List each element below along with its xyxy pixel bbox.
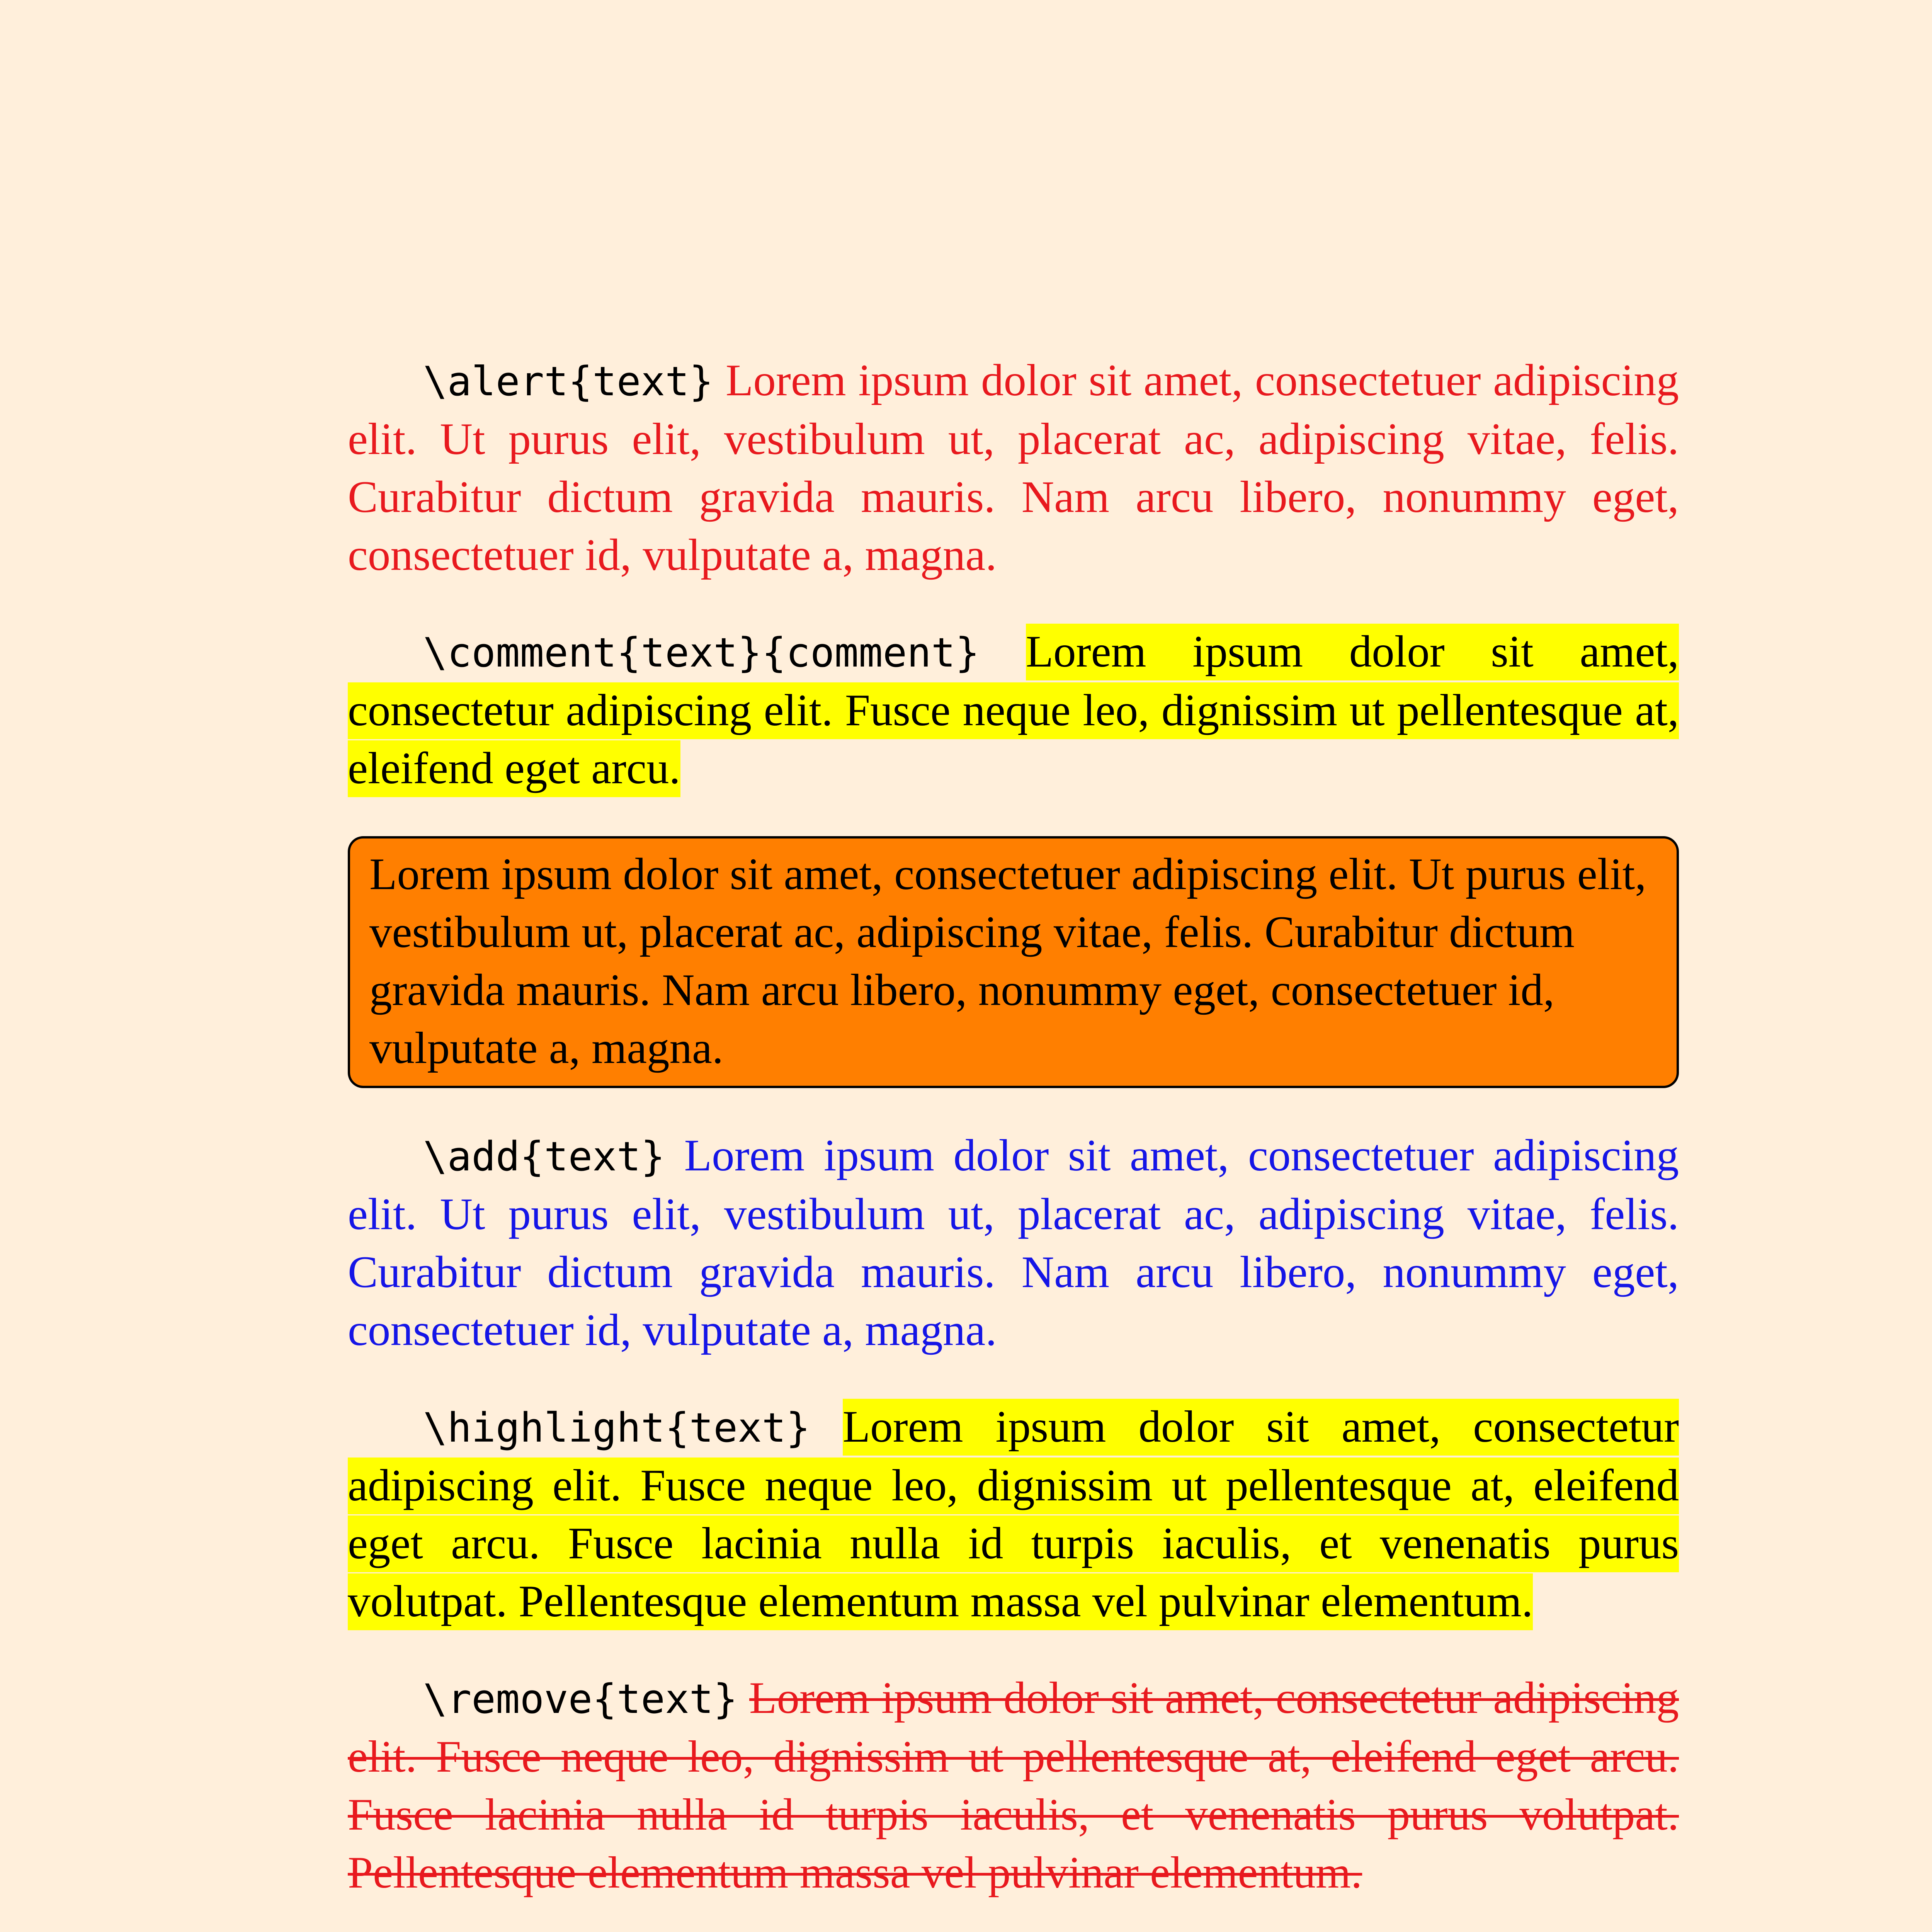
add-command: \add{text} (423, 1133, 665, 1180)
document-page (348, 352, 1679, 1932)
comment-box: Lorem ipsum dolor sit amet, consectetuer adipiscing elit. Ut purus elit, vestibulum ut, placerat ac, adipiscing vitae, felis. Curabitur dictum gravida mauris. Nam arcu libero, nonummy eget, consectetuer id, vulputate a, magna. (348, 836, 1679, 1088)
alert-text: Lorem ipsum dolor sit amet, consectetuer adipiscing elit. Ut purus elit, vestibulum ut, placerat ac, adipiscing vitae, felis. Curabitur dictum gravida mauris. Nam arcu libero, nonummy eget, consectetuer id, vulputate a, magna. (348, 355, 1679, 580)
alert-command: \alert{text} (423, 358, 714, 405)
alert-paragraph (348, 352, 1679, 584)
highlighted-text: Lorem ipsum dolor sit amet, consectetur adipiscing elit. Fusce neque leo, dignissim ut pellentesque at, eleifend eget arcu. Fusce lacinia nulla id turpis iaculis, et venenatis purus volutpat. Pellentesque elementum massa vel pulvinar elementum. (348, 1399, 1679, 1630)
remove-command: \remove{text} (423, 1675, 738, 1723)
highlight-paragraph (348, 1398, 1679, 1631)
removed-text: Lorem ipsum dolor sit amet, consectetur adipiscing elit. Fusce neque leo, dignissim ut pellentesque at, eleifend eget arcu. Fusce lacinia nulla id turpis iaculis, et venenatis purus volutpat. Pellentesque elementum massa vel pulvinar elementum. (348, 1673, 1679, 1898)
comment-paragraph (348, 623, 1679, 798)
comment-command: \comment{text}{comment} (423, 629, 980, 676)
remove-paragraph (348, 1669, 1679, 1902)
comment-highlighted-text: Lorem ipsum dolor sit amet, consectetur adipiscing elit. Fusce neque leo, dignissim ut pellentesque at, eleifend eget arcu. (348, 624, 1679, 797)
highlight-command: \highlight{text} (423, 1404, 810, 1451)
added-text: Lorem ipsum dolor sit amet, consectetuer adipiscing elit. Ut purus elit, vestibulum ut, placerat ac, adipiscing vitae, felis. Curabitur dictum gravida mauris. Nam arcu libero, nonummy eget, consectetuer id, vulputate a, magna. (348, 1131, 1679, 1355)
add-paragraph (348, 1127, 1679, 1359)
